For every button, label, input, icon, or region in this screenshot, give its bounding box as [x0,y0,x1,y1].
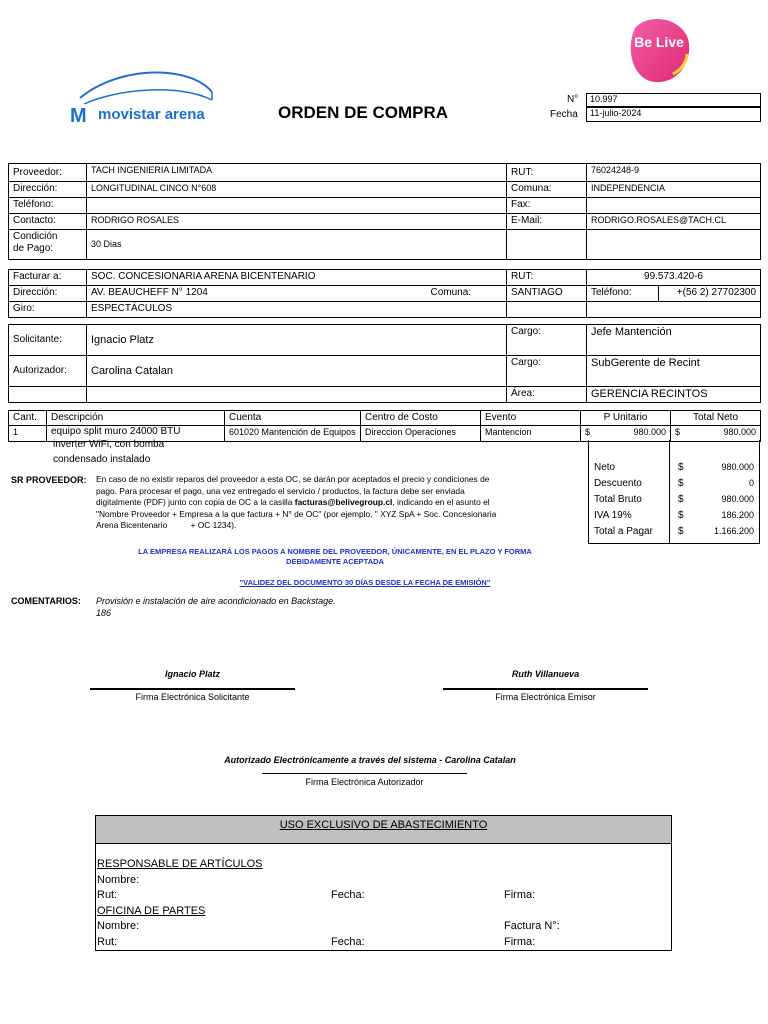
comment-line: Provisión e instalación de aire acondicionado en Backstage. [96,596,336,606]
giro-label: Giro: [9,302,87,318]
total-currency: $ [678,462,684,473]
fact-telefono-value: +(56 2) 27702300 [659,286,761,302]
oficina-title: OFICINA DE PARTES [97,905,206,917]
item-desc-line: equipo split muro 24000 BTU [51,425,181,437]
contacto-value: RODRIGO ROSALES [87,214,507,230]
resp-firma-label: Firma: [504,889,536,901]
total-currency: $ [678,494,684,505]
sr-proveedor-label: SR PROVEEDOR: [11,475,87,485]
condicion-label [9,230,87,260]
total-value: 980.000 [723,426,756,437]
fact-rut-value: 99.573.420-6 [587,270,761,286]
sr-line: Arena Bicentenario + OC 1234). [96,520,237,530]
area-value: GERENCIA RECINTOS [587,387,761,403]
movistar-arena-logo [60,70,230,130]
fact-telefono-label: Teléfono: [587,286,659,302]
col-header: Centro de Costo [361,411,481,426]
condicion-value: 30 Dias [87,230,507,260]
giro-value: ESPECTÁCULOS [87,302,507,318]
notice-line: DEBIDAMENTE ACEPTADA [286,557,384,566]
of-factura-label: Factura N°: [504,920,560,932]
fecha-label: Fecha [550,109,578,120]
of-fecha-label: Fecha: [331,936,365,948]
item-cant: 1 [9,425,47,441]
proveedor-table [8,163,761,260]
fax-label: Fax: [507,198,587,214]
comentarios-label: COMENTARIOS: [11,596,81,606]
cargo-sol-value: Jefe Mantención [587,325,761,356]
unitario-value: 980.000 [633,426,666,437]
autorizador-label: Autorizador: [9,356,87,387]
sr-line: digitalmente (PDF) junto con copia de OC a la casilla facturas@belivegroup.cl, indicando en el asunto el [96,497,490,507]
item-desc-line: condensado instalado [53,454,151,465]
resp-nombre-label: Nombre: [97,874,140,886]
firma-autorizador-line [262,773,467,774]
cargo-label: Cargo: [507,356,587,387]
comment-line: 186 [96,608,112,618]
cargo-label: Cargo: [507,325,587,356]
facturar-table [8,269,761,318]
email-value: RODRIGO.ROSALES@TACH.CL [587,214,761,230]
condicion-label-1: Condición [13,231,58,242]
item-desc-line: inverter WiFi, con bomba [53,439,165,450]
item-centro: Direccion Operaciones [361,425,481,441]
total-currency: $ [678,478,684,489]
of-firma-label: Firma: [504,936,536,948]
fact-direccion-label: Dirección: [9,286,87,302]
items-table [8,410,761,442]
telefono-value [87,198,507,214]
total-label: Total Bruto [594,494,642,505]
facturar-label: Facturar a: [9,270,87,286]
total-label: Total a Pagar [594,526,653,537]
email-link[interactable]: facturas@belivegroup.cl [294,497,393,507]
of-rut-label: Rut: [97,936,118,948]
col-header: Descripción [47,411,225,426]
firma-solicitante-label: Firma Electrónica Solicitante [135,692,250,702]
fact-comuna-label: Comuna: [427,286,507,302]
abastecimiento-title: USO EXCLUSIVO DE ABASTECIMIENTO [279,819,488,831]
col-header: Evento [481,411,581,426]
empty-cell [587,302,761,318]
rut-value: 76024248-9 [587,164,761,182]
firma-solicitante-line [90,688,295,690]
autorizado-text: Autorizado Electrónicamente a través del sistema - Carolina Catalan [224,755,516,765]
responsable-title: RESPONSABLE DE ARTÍCULOS [97,858,263,870]
firma-solicitante-name: Ignacio Platz [164,669,220,679]
condicion-label-2: de Pago: [13,242,54,254]
currency: $ [585,426,591,437]
comuna-label: Comuna: [507,182,587,198]
currency: $ [675,426,681,437]
telefono-label: Teléfono: [9,198,87,214]
sr-proveedor-text [96,474,496,532]
item-evento: Mantencion [481,425,581,441]
empty-cell [507,302,587,318]
total-row [588,478,760,494]
total-value: 980.000 [721,494,754,504]
cargo-aut-value: SubGerente de Recint [587,356,761,387]
total-currency: $ [678,510,684,521]
empty-cell [507,230,587,260]
direccion-value: LONGITUDINAL CINCO N°608 [87,182,507,198]
empty-cell [87,387,507,403]
direccion-label: Dirección: [9,182,87,198]
fact-comuna-value: SANTIAGO [507,286,587,302]
proveedor-value: TACH INGENIERIA LIMITADA [87,164,507,182]
proveedor-label: Proveedor: [9,164,87,182]
comuna-value: INDEPENDENCIA [587,182,761,198]
sr-line: En caso de no existir reparos del proveedor a esta OC, se darán por aceptados el precio y condiciones de [96,474,490,484]
email-label: E-Mail: [507,214,587,230]
total-value: 186.200 [721,510,754,520]
total-label: IVA 19% [594,510,632,521]
autorizador-value: Carolina Catalan [87,356,507,387]
solicitante-table [8,324,761,403]
fact-direccion-value: AV. BEAUCHEFF N° 1204 [87,286,427,302]
of-nombre-label: Nombre: [97,920,140,932]
firma-emisor-name: Ruth Villanueva [511,669,580,679]
empty-cell [587,230,761,260]
col-header: P Unitario [581,411,671,426]
total-label: Neto [594,462,616,473]
total-currency: $ [678,526,684,537]
firma-autorizador-label: Firma Electrónica Autorizador [305,777,424,787]
total-value: 1.166.200 [713,526,754,536]
col-header: Cuenta [225,411,361,426]
fact-rut-label: RUT: [507,270,587,286]
area-label: Área: [507,387,587,403]
fecha-value: 11-julio-2024 [586,107,761,122]
item-total [671,425,761,441]
resp-rut-label: Rut: [97,889,118,901]
col-header: Cant. [9,411,47,426]
belive-logo [625,14,693,86]
numero-value: 10.997 [586,93,761,107]
rut-label: RUT: [507,164,587,182]
item-unitario [581,425,671,441]
validez-notice: "VALIDEZ DEL DOCUMENTO 30 DÍAS DESDE LA FECHA DE EMISIÓN" [239,578,491,587]
total-value: 980.000 [721,462,754,472]
total-value: 0 [748,478,754,488]
firma-emisor-line [443,688,648,690]
sr-line: pago. Para procesar el pago, una vez entregado el servicio / productos, la factura debe ser enviada [96,485,465,496]
solicitante-value: Ignacio Platz [87,325,507,356]
items-header-row [9,411,761,426]
svg-text:M: M [70,105,87,127]
item-cuenta: 601020 Mantención de Equipos [225,425,361,441]
fax-value [587,198,761,214]
payment-notice [80,547,590,567]
total-row [588,462,760,478]
resp-fecha-label: Fecha: [331,889,365,901]
facturar-value: SOC. CONCESIONARIA ARENA BICENTENARIO [87,270,507,286]
solicitante-label: Solicitante: [9,325,87,356]
belive-badge-icon [625,14,693,86]
empty-cell [9,387,87,403]
notice-line: LA EMPRESA REALIZARÁ LOS PAGOS A NOMBRE DEL PROVEEDOR, ÚNICAMENTE, EN EL PLAZO Y FORMA [138,547,532,556]
total-row [588,510,760,526]
firma-emisor-label: Firma Electrónica Emisor [495,692,596,702]
belive-logo-text: Be Live [634,34,684,50]
contacto-label: Contacto: [9,214,87,230]
total-row [588,494,760,510]
total-row [588,526,760,542]
sr-line: "Nombre Proveedor + Empresa a la que factura + N° de OC" (por ejemplo, " XYZ SpA + Soc. Concesionaria [96,508,497,519]
numero-label: N° [567,94,579,105]
total-label: Descuento [594,478,642,489]
logo-text: movistar arena [98,106,205,123]
page-title: ORDEN DE COMPRA [278,103,449,122]
totals-list [588,462,760,542]
comentarios-text [96,595,336,619]
col-header: Total Neto [671,411,761,426]
